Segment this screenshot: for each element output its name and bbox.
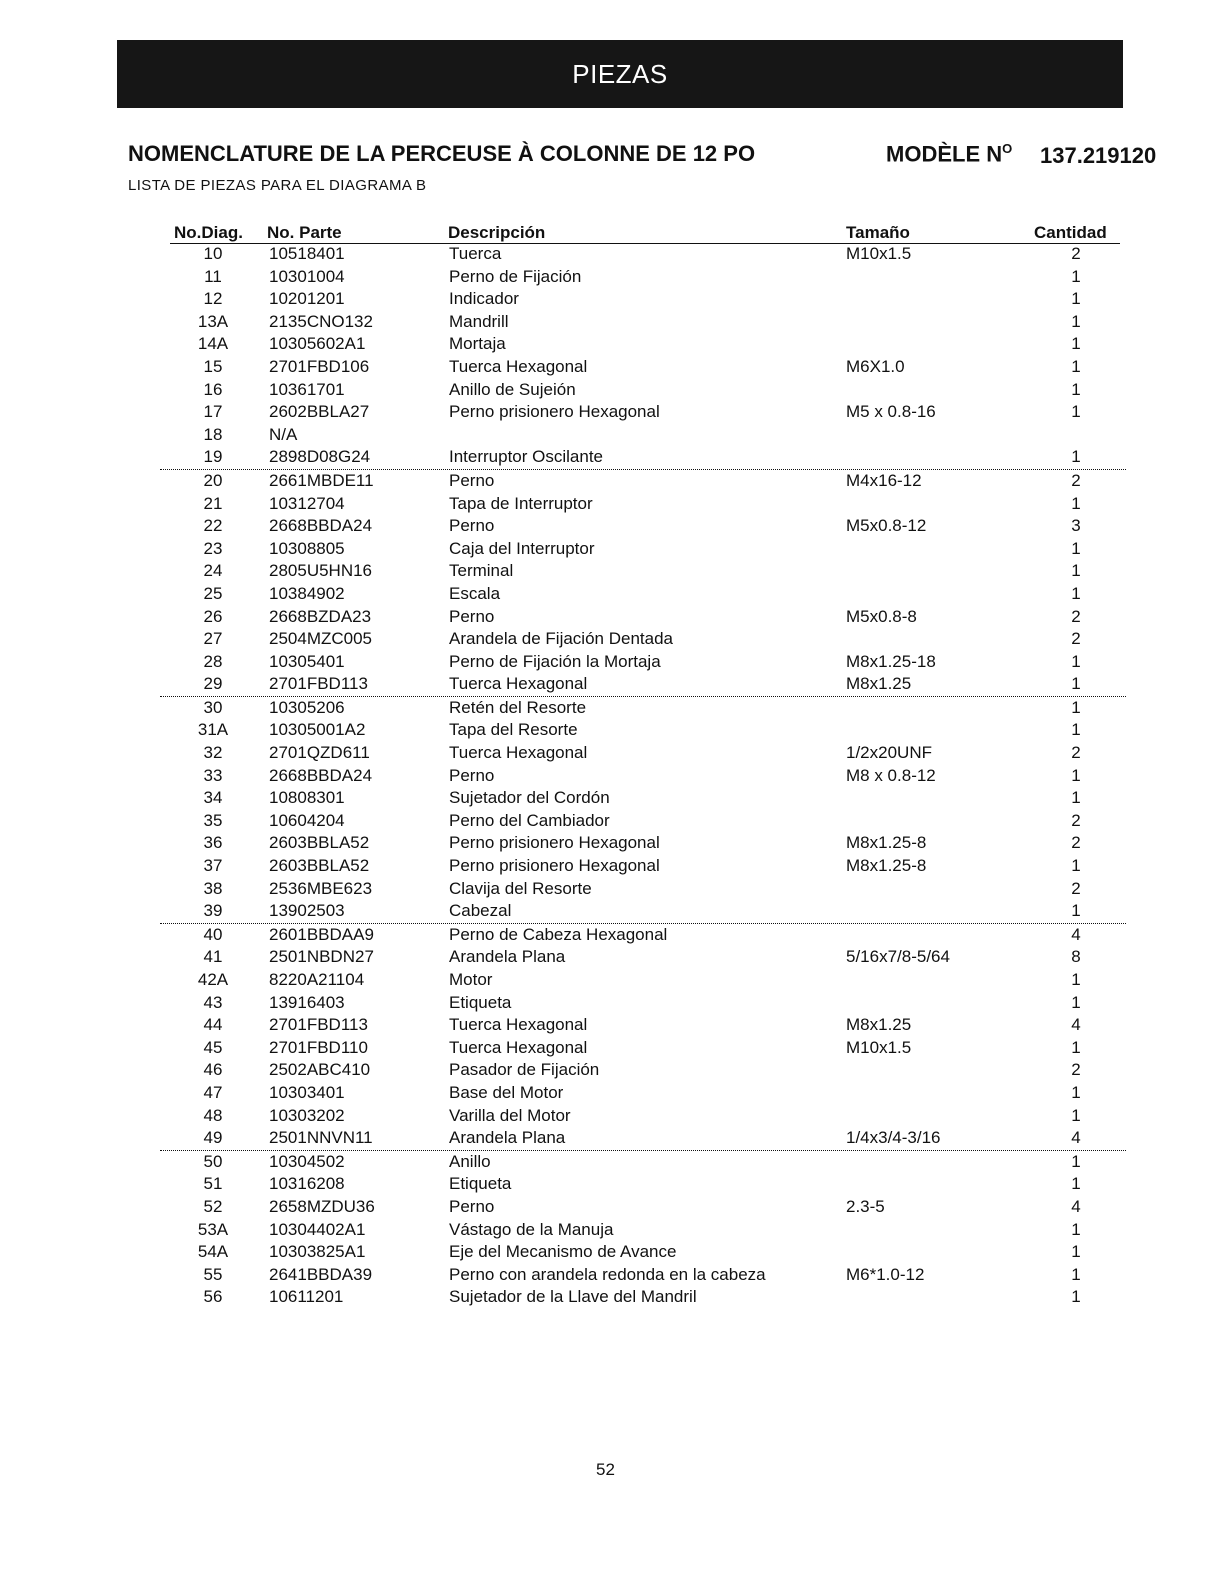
cell-quantity: 1 [1071,901,1081,921]
cell-quantity: 1 [1071,1287,1081,1307]
cell-quantity: 1 [1071,356,1081,376]
table-row [0,583,1211,606]
table-row [0,379,1211,402]
cell-part-number: 2701FBD110 [269,1037,368,1057]
cell-part-number: 2805U5HN16 [269,561,373,581]
column-header-diag: No.Diag. [174,223,243,242]
cell-part-number: 13902503 [269,901,345,921]
cell-part-number: 2898D08G24 [269,447,371,467]
table-row [0,855,1211,878]
cell-diag-number: 55 [203,1264,223,1284]
table-row [0,765,1211,788]
cell-quantity: 1 [1071,1264,1081,1284]
cell-size: 2.3-5 [846,1196,885,1216]
table-row [0,266,1211,289]
cell-description: Perno de Cabeza Hexagonal [449,924,668,944]
table-row [0,311,1211,334]
parts-list-subtitle: LISTA DE PIEZAS PARA EL DIAGRAMA B [128,177,427,194]
cell-size: M8x1.25 [846,1015,912,1035]
cell-diag-number: 50 [203,1151,223,1171]
cell-diag-number: 48 [203,1105,223,1125]
table-row [160,900,1126,924]
cell-description: Perno [449,1196,495,1216]
cell-diag-number: 33 [203,765,223,785]
parts-table [0,243,1211,1309]
cell-diag-number: 39 [203,901,223,921]
cell-diag-number: 23 [203,538,223,558]
cell-diag-number: 10 [203,244,223,263]
column-header-qty: Cantidad [1034,223,1107,242]
cell-description: Perno [449,470,495,490]
cell-quantity: 1 [1071,765,1081,785]
table-row [0,424,1211,447]
cell-quantity: 1 [1071,561,1081,581]
cell-description: Perno prisionero Hexagonal [449,833,660,853]
cell-description: Tapa del Resorte [449,720,578,740]
table-row [0,515,1211,538]
cell-quantity: 1 [1071,1037,1081,1057]
cell-part-number: 2603BBLA52 [269,833,370,853]
cell-part-number: 2502ABC410 [269,1060,371,1080]
cell-diag-number: 30 [203,697,223,717]
cell-diag-number: 24 [203,561,223,581]
cell-size: M8x1.25 [846,674,912,694]
cell-description: Perno de Fijación [449,266,582,286]
cell-part-number: 2602BBLA27 [269,402,370,422]
cell-part-number: 10301004 [269,266,345,286]
cell-diag-number: 41 [203,947,223,967]
cell-diag-number: 45 [203,1037,223,1057]
table-row [0,606,1211,629]
cell-description: Tuerca Hexagonal [449,743,588,763]
cell-quantity: 4 [1071,1128,1081,1148]
cell-quantity: 1 [1071,992,1081,1012]
cell-quantity: 1 [1071,266,1081,286]
cell-quantity: 1 [1071,1105,1081,1125]
cell-description: Clavija del Resorte [449,878,592,898]
cell-part-number: 2641BBDA39 [269,1264,373,1284]
cell-description: Perno [449,516,495,536]
cell-diag-number: 31A [197,720,229,740]
column-header-part: No. Parte [267,223,342,242]
table-row [0,560,1211,583]
cell-description: Eje del Mecanismo de Avance [449,1242,677,1262]
cell-part-number: 2668BBDA24 [269,516,373,536]
cell-part-number: N/A [269,424,298,444]
model-label-text: MODÈLE N [886,141,1003,167]
cell-part-number: 2668BBDA24 [269,765,373,785]
cell-description: Tuerca [449,244,502,263]
cell-part-number: 10611201 [269,1287,344,1307]
cell-part-number: 13916403 [269,992,345,1012]
cell-part-number: 10303825A1 [269,1242,366,1262]
column-header-desc: Descripción [448,223,546,242]
cell-diag-number: 26 [203,606,223,626]
cell-part-number: 10305401 [269,651,345,671]
cell-diag-number: 52 [203,1196,223,1216]
cell-diag-number: 32 [203,743,223,763]
cell-quantity: 1 [1071,493,1081,513]
cell-quantity: 2 [1071,810,1081,830]
cell-quantity: 8 [1071,947,1081,967]
cell-diag-number: 16 [203,379,223,399]
cell-diag-number: 18 [203,424,223,444]
cell-diag-number: 21 [203,493,223,513]
cell-diag-number: 25 [203,583,223,603]
cell-description: Mandrill [449,311,509,331]
cell-description: Tuerca Hexagonal [449,356,588,376]
table-row [0,493,1211,516]
section-banner: PIEZAS [117,40,1123,108]
cell-size: 1/2x20UNF [846,743,932,763]
cell-size: M6*1.0-12 [846,1264,925,1284]
table-row [0,538,1211,561]
cell-diag-number: 12 [203,289,223,309]
cell-diag-number: 56 [203,1287,223,1307]
cell-quantity: 4 [1071,924,1081,944]
cell-quantity: 1 [1071,674,1081,694]
table-row [0,832,1211,855]
cell-quantity: 1 [1071,856,1081,876]
table-row [0,1286,1211,1309]
table-row [0,1059,1211,1082]
cell-description: Caja del Interruptor [449,538,595,558]
table-row [0,470,1211,493]
cell-part-number: 2536MBE623 [269,878,373,898]
cell-part-number: 10808301 [269,788,345,808]
cell-description: Perno prisionero Hexagonal [449,402,660,422]
cell-size: M5 x 0.8-16 [846,402,936,422]
cell-part-number: 2701QZD611 [269,743,370,763]
cell-diag-number: 51 [203,1174,223,1194]
cell-quantity: 4 [1071,1015,1081,1035]
cell-description: Cabezal [449,901,512,921]
cell-description: Terminal [449,561,514,581]
cell-diag-number: 14A [197,334,229,354]
cell-diag-number: 37 [203,856,223,876]
cell-diag-number: 40 [203,924,223,944]
cell-size: M5x0.8-8 [846,606,917,626]
table-row [0,1173,1211,1196]
cell-quantity: 1 [1071,970,1081,989]
cell-quantity: 4 [1071,1196,1081,1216]
cell-part-number: 10312704 [269,493,345,513]
table-header [0,220,1211,244]
cell-quantity: 2 [1071,878,1081,898]
table-row [0,1241,1211,1264]
cell-diag-number: 43 [203,992,223,1012]
cell-diag-number: 20 [203,470,223,490]
cell-diag-number: 44 [203,1015,223,1035]
cell-part-number: 2701FBD113 [269,1015,368,1035]
table-row [0,1196,1211,1219]
cell-description: Vástago de la Manuja [449,1219,614,1239]
table-row [0,1151,1211,1174]
cell-diag-number: 49 [203,1128,223,1148]
cell-size: 5/16x7/8-5/64 [846,947,950,967]
table-row [0,651,1211,674]
cell-description: Anillo de Sujeión [449,379,576,399]
cell-quantity: 1 [1071,1219,1081,1239]
cell-diag-number: 35 [203,810,223,830]
cell-quantity: 1 [1071,720,1081,740]
cell-description: Perno [449,606,495,626]
cell-description: Perno prisionero Hexagonal [449,856,660,876]
model-number: 137.219120 [1040,143,1157,168]
table-row [0,924,1211,947]
cell-quantity: 2 [1071,833,1081,853]
cell-description: Mortaja [449,334,506,354]
cell-quantity: 1 [1071,402,1081,422]
cell-part-number: 10604204 [269,810,345,830]
cell-part-number: 2504MZC005 [269,629,373,649]
cell-quantity: 1 [1071,583,1081,603]
cell-quantity: 1 [1071,1174,1081,1194]
cell-size: M4x16-12 [846,470,922,490]
cell-description: Tuerca Hexagonal [449,1015,588,1035]
cell-description: Tuerca Hexagonal [449,674,588,694]
table-row [0,946,1211,969]
cell-description: Arandela Plana [449,947,566,967]
table-row [0,243,1211,266]
cell-part-number: 10304402A1 [269,1219,366,1239]
cell-description: Retén del Resorte [449,697,587,717]
table-row [0,288,1211,311]
table-row [0,992,1211,1015]
cell-part-number: 2501NNVN11 [269,1128,373,1148]
cell-description: Tuerca Hexagonal [449,1037,588,1057]
cell-part-number: 10384902 [269,583,345,603]
table-row [0,1037,1211,1060]
cell-size: M6X1.0 [846,356,905,376]
cell-diag-number: 36 [203,833,223,853]
cell-diag-number: 15 [203,356,223,376]
cell-part-number: 10201201 [269,289,345,309]
cell-description: Escala [449,583,501,603]
cell-quantity: 1 [1071,697,1081,717]
cell-diag-number: 22 [203,516,223,536]
cell-part-number: 8220A21104 [269,970,365,989]
cell-diag-number: 29 [203,674,223,694]
cell-quantity: 1 [1071,289,1081,309]
table-row [0,1082,1211,1105]
cell-part-number: 2661MBDE11 [269,470,374,490]
cell-quantity: 1 [1071,651,1081,671]
cell-part-number: 10361701 [269,379,345,399]
cell-quantity: 2 [1071,470,1081,490]
cell-quantity: 3 [1071,516,1081,536]
cell-part-number: 10305206 [269,697,345,717]
cell-part-number: 10305602A1 [269,334,366,354]
cell-quantity: 2 [1071,629,1081,649]
table-row [0,742,1211,765]
cell-diag-number: 47 [203,1082,223,1102]
cell-part-number: 10305001A2 [269,720,366,740]
cell-part-number: 10316208 [269,1174,345,1194]
cell-part-number: 2603BBLA52 [269,856,370,876]
table-row [0,719,1211,742]
table-row [160,446,1126,470]
cell-description: Arandela Plana [449,1128,566,1148]
table-row [0,969,1211,992]
cell-quantity: 1 [1071,334,1081,354]
cell-size: M8x1.25-8 [846,833,927,853]
cell-part-number: 2658MZDU36 [269,1196,375,1216]
cell-description: Sujetador del Cordón [449,788,610,808]
cell-description: Perno [449,765,495,785]
cell-diag-number: 34 [203,788,223,808]
cell-part-number: 10303401 [269,1082,345,1102]
cell-quantity: 1 [1071,1151,1081,1171]
cell-description: Sujetador de la Llave del Mandril [449,1287,697,1307]
cell-quantity: 2 [1071,1060,1081,1080]
table-row [0,356,1211,379]
cell-size: M8x1.25-8 [846,856,927,876]
cell-diag-number: 54A [197,1242,229,1262]
cell-description: Tapa de Interruptor [449,493,593,513]
table-row [160,1127,1126,1151]
cell-size: 1/4x3/4-3/16 [846,1128,941,1148]
cell-size: M10x1.5 [846,1037,912,1057]
page-number: 52 [596,1460,615,1479]
cell-part-number: 10518401 [269,244,345,263]
cell-diag-number: 42A [197,970,229,989]
cell-size: M5x0.8-12 [846,516,927,536]
document-title: NOMENCLATURE DE LA PERCEUSE À COLONNE DE 12 PO [128,141,756,166]
cell-part-number: 2601BBDAA9 [269,924,374,944]
cell-size: M8x1.25-18 [846,651,936,671]
cell-description: Pasador de Fijación [449,1060,600,1080]
table-row [160,673,1126,697]
cell-quantity: 2 [1071,244,1081,263]
cell-part-number: 10303202 [269,1105,345,1125]
cell-description: Base del Motor [449,1082,564,1102]
table-row [0,787,1211,810]
column-header-size: Tamaño [846,223,910,242]
cell-diag-number: 27 [203,629,223,649]
cell-description: Motor [449,970,493,989]
table-row [0,1219,1211,1242]
cell-description: Etiqueta [449,1174,512,1194]
table-row [0,333,1211,356]
table-row [0,1014,1211,1037]
model-label-sup: O [1002,141,1013,156]
cell-size: M8 x 0.8-12 [846,765,936,785]
cell-quantity: 1 [1071,447,1081,467]
model-label [886,141,1012,167]
cell-description: Varilla del Motor [449,1105,571,1125]
cell-quantity: 2 [1071,743,1081,763]
cell-diag-number: 13A [197,311,229,331]
cell-description: Arandela de Fijación Dentada [449,629,673,649]
cell-quantity: 1 [1071,379,1081,399]
cell-quantity: 1 [1071,1082,1081,1102]
cell-description: Indicador [449,289,519,309]
cell-diag-number: 11 [204,266,222,286]
cell-diag-number: 19 [203,447,223,467]
cell-size: M10x1.5 [846,244,912,263]
cell-quantity: 1 [1071,311,1081,331]
cell-quantity: 1 [1071,538,1081,558]
table-row [0,697,1211,720]
cell-part-number: 2501NBDN27 [269,947,374,967]
cell-description: Perno de Fijación la Mortaja [449,651,661,671]
cell-diag-number: 53A [197,1219,229,1239]
cell-part-number: 10308805 [269,538,345,558]
cell-diag-number: 46 [203,1060,223,1080]
cell-part-number: 2668BZDA23 [269,606,372,626]
cell-part-number: 2701FBD106 [269,356,370,376]
cell-diag-number: 17 [203,402,223,422]
cell-description: Perno del Cambiador [449,810,610,830]
cell-description: Perno con arandela redonda en la cabeza [449,1264,766,1284]
cell-quantity: 1 [1071,788,1081,808]
table-row [0,1264,1211,1287]
table-row [0,810,1211,833]
cell-description: Etiqueta [449,992,512,1012]
cell-diag-number: 28 [203,651,223,671]
cell-quantity: 2 [1071,606,1081,626]
cell-part-number: 2135CNO132 [269,311,373,331]
cell-part-number: 10304502 [269,1151,345,1171]
table-row [0,878,1211,901]
cell-description: Anillo [449,1151,491,1171]
table-row [0,401,1211,424]
cell-description: Interruptor Oscilante [449,447,604,467]
table-row [0,628,1211,651]
cell-quantity: 1 [1071,1242,1081,1262]
table-row [0,1105,1211,1128]
cell-diag-number: 38 [203,878,223,898]
cell-part-number: 2701FBD113 [269,674,368,694]
